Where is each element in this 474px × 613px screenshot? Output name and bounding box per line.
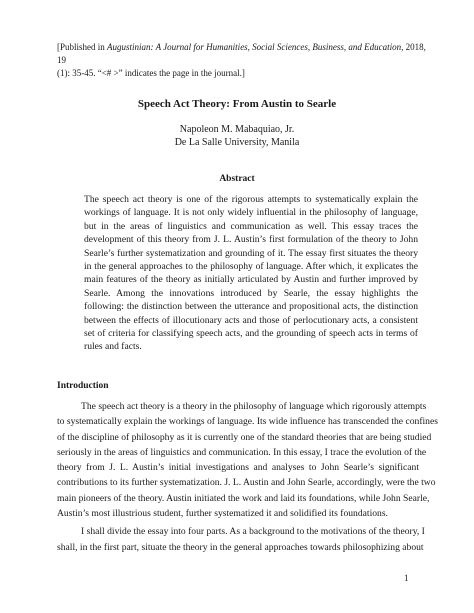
body-line: to systematically explain the workings of language. Its wide influence has transcended the confines <box>57 416 438 428</box>
pub-note-suffix: 2018, 19 <box>57 42 426 65</box>
journal-name: Augustinian: A Journal for Humanities, Social Sciences, Business, and Education, <box>107 42 404 52</box>
abstract-line: but in the areas of linguistics and communication as well. This essay traces the <box>84 220 418 232</box>
introduction-heading: Introduction <box>57 381 109 391</box>
abstract-line: following: the distinction between the utterance and propositional acts, the distinction <box>84 301 418 313</box>
author-affiliation: De La Salle University, Manila <box>174 137 300 148</box>
publication-note <box>57 41 437 80</box>
body-line: theory from J. L. Austin’s initial investigations and analyses to John Searle’s significant <box>57 462 419 474</box>
abstract-body <box>84 193 418 354</box>
body-line: shall, in the first part, situate the theory in the general approaches towards philosophizing about <box>57 541 424 553</box>
abstract-line: in the general approaches to the philosophy of language. After which, it explicates the <box>84 261 418 273</box>
abstract-heading: Abstract <box>219 174 255 184</box>
abstract-line: The speech act theory is one of the rigorous attempts to systematically explain the <box>84 194 418 205</box>
abstract-line: between the effects of illocutionary acts and those of perlocutionary acts, a consistent <box>84 314 418 326</box>
pub-note-prefix: [Published in <box>57 42 108 52</box>
body-line: of the discipline of philosophy as it is currently one of the standard theories that are being studied <box>57 431 432 443</box>
body-line: Austin’s most illustrious student, further systematized it and solidified its foundations. <box>57 508 388 520</box>
body-line: The speech act theory is a theory in the philosophy of language which rigorously attempts <box>81 401 427 412</box>
abstract-line: set of criteria for classifying speech acts, and the grounding of speech acts in terms of <box>84 328 418 340</box>
introduction-body <box>57 399 438 555</box>
body-line: main pioneers of the theory. Austin initiated the work and laid its foundations, while John Searle, <box>57 492 430 504</box>
abstract-line: workings of language. It is not only widely influential in the philosophy of language, <box>84 207 418 219</box>
abstract-line: development of this theory from J. L. Austin’s first formulation of the theory to John <box>84 234 418 246</box>
abstract-line: rules and facts. <box>84 341 142 353</box>
body-line: contributions to its further systematization. J. L. Austin and John Searle, accordingly, were the two <box>57 477 436 489</box>
page-number: 1 <box>404 573 409 583</box>
author-name: Napoleon M. Mabaquiao, Jr. <box>179 124 295 135</box>
body-line: I shall divide the essay into four parts. As a background to the motivations of the theory, I <box>81 526 425 538</box>
abstract-line: main features of the theory as initially articulated by Austin and further improved by <box>84 274 418 286</box>
pub-note-line-2: (1): 35-45. “<# >” indicates the page in the journal.] <box>57 68 245 78</box>
abstract-line: Searle. Among the innovations introduced by Searle, the essay highlights the <box>84 287 418 299</box>
body-line: seriously in the areas of linguistics and communication. In this essay, I trace the evolution of the <box>57 446 427 458</box>
paper-title: Speech Act Theory: From Austin to Searle <box>137 98 337 110</box>
abstract-line: Searle’s further systematization and grounding of it. The essay first situates the theory <box>84 247 418 259</box>
